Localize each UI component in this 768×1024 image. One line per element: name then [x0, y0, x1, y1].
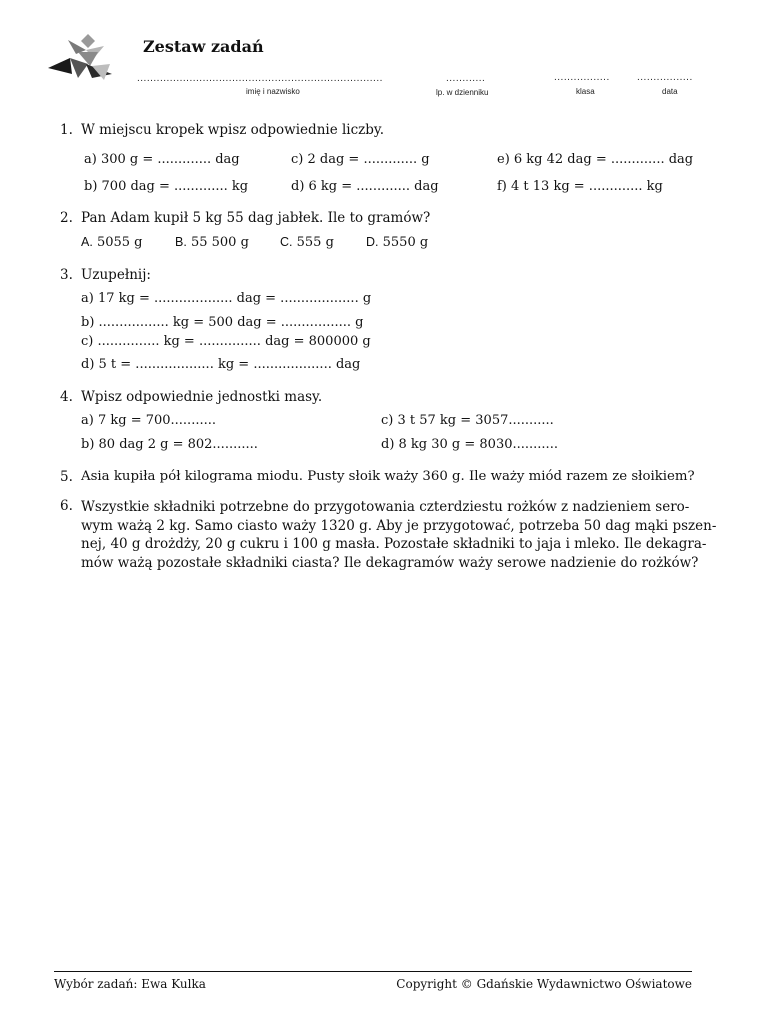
task-1-number: 1. [60, 122, 73, 138]
option-value: 5055 g [96, 235, 143, 250]
task-1-item-d[interactable]: d) 6 kg = ............. dag [291, 179, 439, 194]
task-6-line: mów ważą pozostałe składniki ciasta? Ile dekagramów waży serowe nadzienie do rożków? [81, 554, 699, 571]
task-6-text [81, 498, 717, 572]
task-1-item-b[interactable]: b) 700 dag = ............. kg [84, 179, 249, 194]
task-1-item-f[interactable]: f) 4 t 13 kg = ............. kg [497, 179, 663, 194]
task-2-number: 2. [60, 210, 73, 226]
task-4-item-a[interactable]: a) 7 kg = 700........... [81, 413, 216, 428]
task-4-text: Wpisz odpowiednie jednostki masy. [81, 389, 323, 405]
worksheet-title: Zestaw zadań [143, 37, 264, 56]
task-4-item-d[interactable]: d) 8 kg 30 g = 8030........... [381, 437, 558, 452]
publisher-logo [48, 34, 114, 86]
name-field[interactable]: ........................................................................... [137, 73, 383, 84]
task-3-number: 3. [60, 267, 73, 283]
task-2-option-d[interactable] [366, 235, 428, 250]
option-letter: C. [280, 235, 293, 249]
footer-copyright: Copyright © Gdańskie Wydawnictwo Oświatowe [396, 977, 692, 991]
footer-divider [54, 971, 692, 972]
name-field-label: imię i nazwisko [246, 87, 300, 96]
option-value: 555 g [296, 235, 334, 250]
task-3-line-b[interactable]: b) ................. kg = 500 dag = ................. g [81, 315, 364, 330]
task-1-item-a[interactable]: a) 300 g = ............. dag [84, 152, 240, 167]
task-2-option-a[interactable] [81, 235, 143, 250]
class-field[interactable]: ................. [554, 72, 610, 83]
task-2-text: Pan Adam kupił 5 kg 55 dag jabłek. Ile to gramów? [81, 210, 431, 226]
task-5-text: Asia kupiła pół kilograma miodu. Pusty słoik waży 360 g. Ile waży miód razem ze słoikiem? [81, 469, 695, 484]
task-2-option-b[interactable] [175, 235, 249, 250]
task-3-text: Uzupełnij: [81, 267, 151, 283]
option-letter: D. [366, 235, 379, 249]
task-4-item-c[interactable]: c) 3 t 57 kg = 3057........... [381, 413, 554, 428]
task-6-line: Wszystkie składniki potrzebne do przygotowania czterdziestu rożków z nadzieniem sero- [81, 499, 690, 515]
option-value: 5550 g [382, 235, 429, 250]
date-field[interactable]: ................. [637, 72, 693, 83]
date-label: data [662, 87, 678, 96]
task-2-option-c[interactable] [280, 235, 334, 250]
task-1-text: W miejscu kropek wpisz odpowiednie liczby. [81, 122, 385, 138]
class-label: klasa [576, 87, 595, 96]
task-1-item-c[interactable]: c) 2 dag = ............. g [291, 152, 430, 167]
option-letter: B. [175, 235, 187, 249]
task-6-line: nej, 40 g drożdży, 20 g cukru i 100 g masła. Pozostałe składniki to jaja i mleko. Ile dekagra- [81, 536, 707, 552]
option-letter: A. [81, 235, 93, 249]
task-3-line-c[interactable]: c) ............... kg = ............... dag = 800000 g [81, 334, 371, 349]
register-number-label: lp. w dzienniku [436, 88, 489, 97]
task-3-line-a[interactable]: a) 17 kg = ................... dag = ................... g [81, 291, 372, 306]
task-3-line-d[interactable]: d) 5 t = ................... kg = ................... dag [81, 357, 361, 372]
register-number-field[interactable]: ............ [446, 73, 486, 84]
task-5-number: 5. [60, 469, 73, 485]
option-value: 55 500 g [190, 235, 249, 250]
footer-author: Wybór zadań: Ewa Kulka [54, 977, 206, 991]
task-1-item-e[interactable]: e) 6 kg 42 dag = ............. dag [497, 152, 694, 167]
task-6-number: 6. [60, 498, 73, 514]
task-4-item-b[interactable]: b) 80 dag 2 g = 802........... [81, 437, 258, 452]
task-6-line: wym ważą 2 kg. Samo ciasto waży 1320 g. Aby je przygotować, potrzeba 50 dag mąki pszen- [81, 517, 717, 534]
task-4-number: 4. [60, 389, 73, 405]
